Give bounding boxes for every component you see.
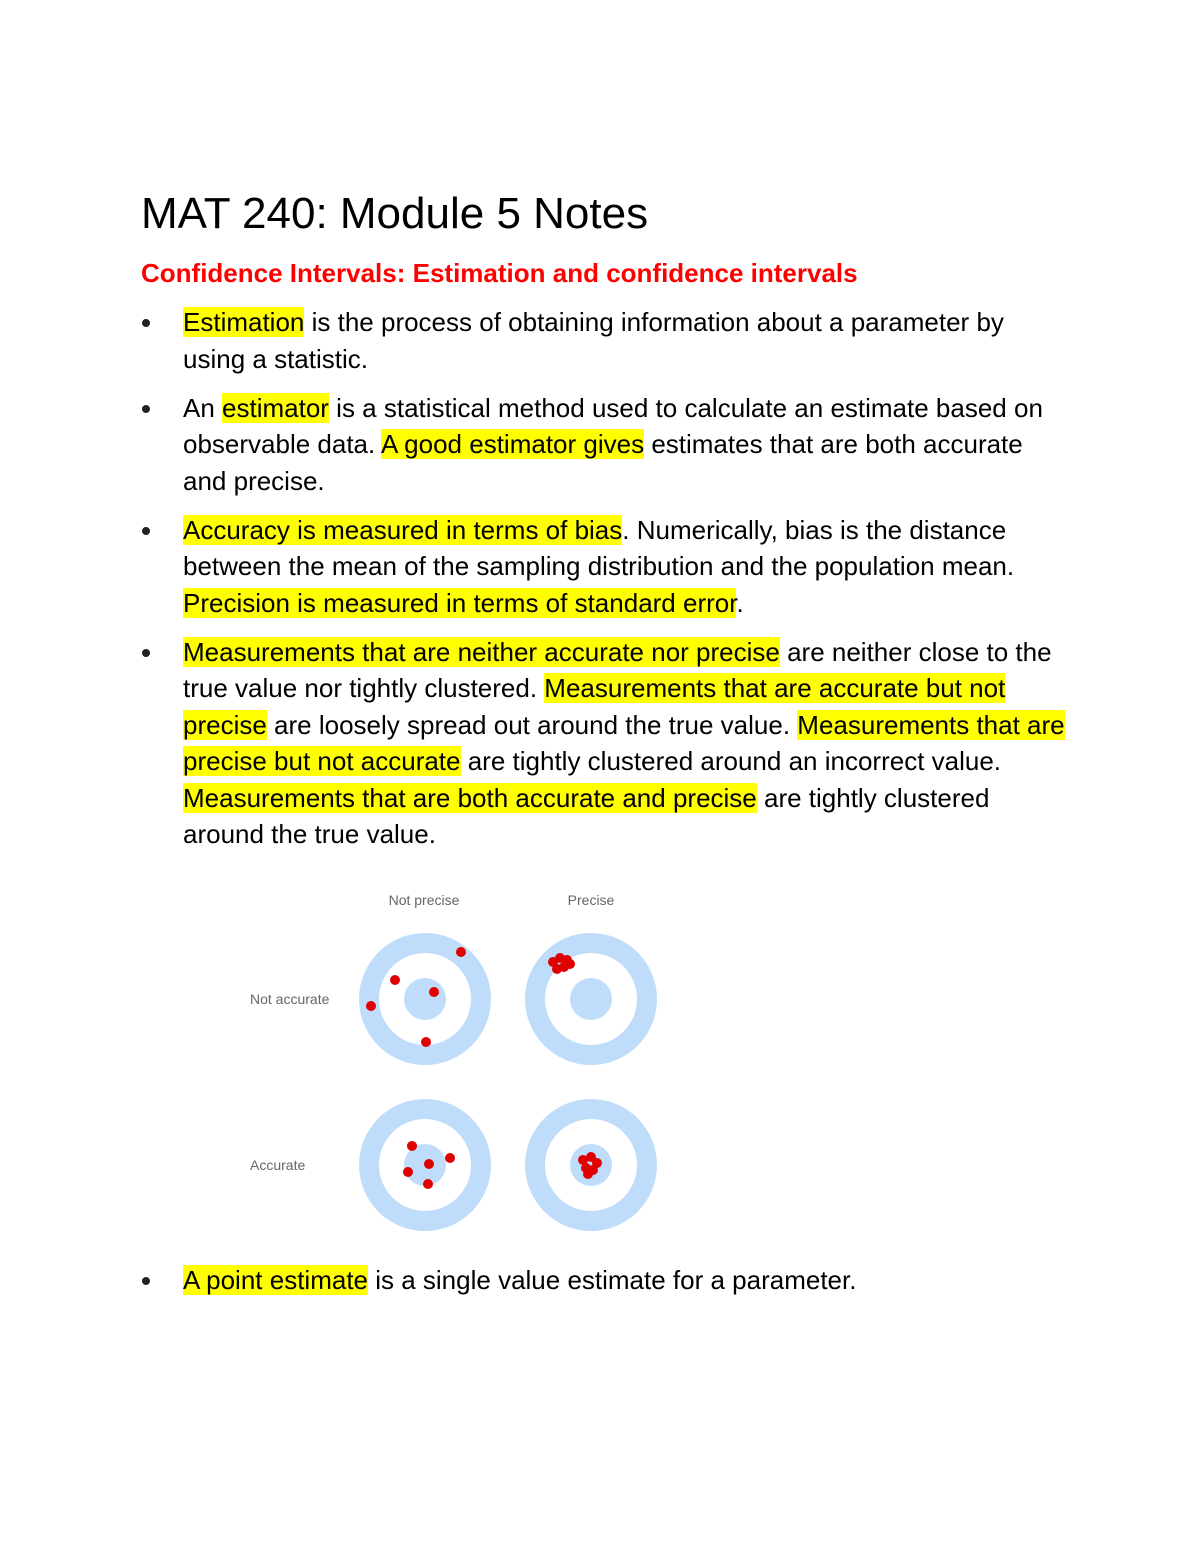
bullet-icon [142,527,150,535]
highlighted-term: Measurements that are both accurate and precise [183,782,757,813]
target-not-accurate-not-precise [359,933,491,1065]
bullet-accuracy [141,512,1071,622]
notes-bullet-list [141,304,1071,865]
shot-dot [366,1001,376,1011]
highlighted-term: Precision is measured in terms of standard error [183,587,737,618]
section-heading: Confidence Intervals: Estimation and confidence intervals [141,258,858,288]
target-bullseye [404,978,446,1020]
bullet-text: are tightly clustered around an incorrect value. [460,746,1002,776]
shot-dot [403,1167,413,1177]
bullet-estimation [141,304,1071,377]
highlighted-term: A good estimator gives [381,429,645,459]
shot-dot [390,975,400,985]
shot-dot [424,1159,434,1169]
shot-dot [421,1037,431,1047]
bullet-estimator [141,390,1071,500]
bullet-text: is a single value estimate for a parameter. [368,1265,857,1295]
bullet-text: . [736,587,744,618]
col-label-precise: Precise [567,892,615,908]
target-accurate-not-precise [359,1099,491,1231]
target-accurate-precise [525,1099,657,1231]
row-label-not-accurate: Not accurate [250,991,330,1007]
shot-dot [423,1179,433,1189]
bullet-icon [142,319,150,327]
bullet-icon [142,405,150,413]
col-label-not-precise: Not precise [388,892,460,908]
target-bullseye [570,978,612,1020]
highlighted-term: Measurements that are neither accurate nor precise [183,636,780,667]
highlighted-term: Measurements that are precise but not accurate [183,709,1065,776]
notes-bullet-list-continued [141,1262,1071,1311]
highlighted-term: Estimation [183,307,305,337]
shot-dot [456,947,466,957]
bullet-point-estimate [141,1262,1071,1299]
shot-dot [583,1169,593,1179]
highlighted-term: A point estimate [183,1265,368,1295]
bullet-text: are tightly clustered around the true value. [183,782,990,849]
shot-dot [407,1141,417,1151]
bullet-text: are loosely spread out around the true value. [266,709,798,740]
target-not-accurate-precise [525,933,657,1065]
highlighted-term: Accuracy is measured in terms of bias [183,514,623,545]
bullet-measurements [141,634,1071,853]
bullet-text: is a statistical method used to calculate an estimate based on observable data. [183,392,1043,459]
bullet-icon [142,1277,150,1285]
highlighted-term: estimator [222,392,329,423]
shot-dot [565,959,575,969]
shot-dot [429,987,439,997]
page-title: MAT 240: Module 5 Notes [141,189,649,238]
highlighted-term: Measurements that are accurate but not precise [183,673,1006,740]
bullet-text: An [183,392,223,423]
row-label-accurate: Accurate [250,1157,306,1173]
bullet-icon [142,649,150,657]
shot-dot [445,1153,455,1163]
bullet-text: estimates that are both accurate and precise. [183,429,1023,496]
target-bullseye [570,1144,612,1186]
accuracy-precision-figure [240,880,680,1240]
bullet-text: . Numerically, bias is the distance between the mean of the sampling distribution and the population mean. [183,514,1015,581]
bullet-text: is the process of obtaining information about a parameter by using a statistic. [183,307,1004,374]
bullet-text: are neither close to the true value nor tightly clustered. [183,636,1052,703]
